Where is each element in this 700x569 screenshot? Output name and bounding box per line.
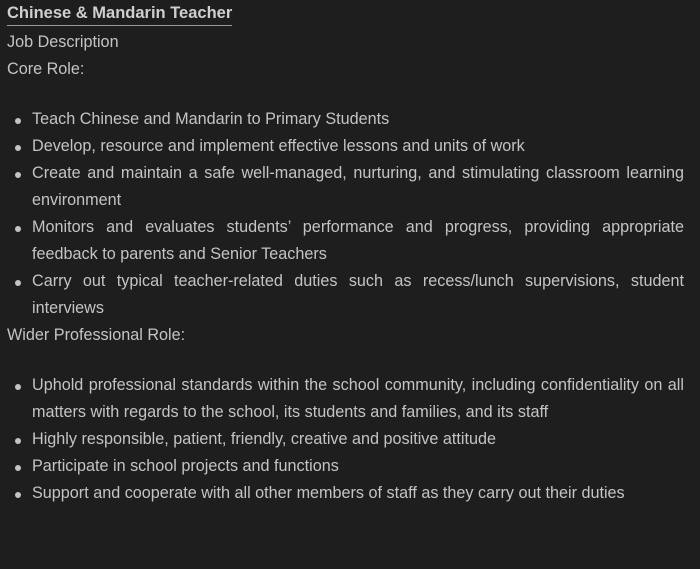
list-item — [7, 133, 684, 160]
list-item-text: Monitors and evaluates students’ performance and progress, providing appropriate feedback to parents and Senior Teachers — [32, 218, 684, 263]
list-item — [7, 480, 684, 507]
page-title: Chinese & Mandarin Teacher — [7, 3, 232, 26]
spacer — [7, 349, 684, 372]
spacer — [7, 83, 684, 106]
wider-role-heading: Wider Professional Role: — [7, 326, 186, 344]
list-item — [7, 160, 684, 214]
list-item-text: Uphold professional standards within the school community, including confidentiality on all matters with regards to the school, its students and families, and its staff — [32, 376, 684, 421]
bullet-icon — [15, 465, 21, 471]
list-item-text: Highly responsible, patient, friendly, creative and positive attitude — [32, 430, 496, 448]
bullet-icon — [15, 280, 21, 286]
bullet-icon — [15, 145, 21, 151]
bullet-icon — [15, 118, 21, 124]
list-item-text: Develop, resource and implement effective lessons and units of work — [32, 137, 525, 155]
title-row — [7, 0, 684, 26]
wider-role-list — [7, 372, 684, 507]
subtitle: Job Description — [7, 33, 119, 51]
list-item-text: Participate in school projects and functions — [32, 457, 339, 475]
list-item — [7, 372, 684, 426]
bullet-icon — [15, 384, 21, 390]
job-description-document — [7, 0, 684, 507]
list-item — [7, 106, 684, 133]
core-role-list — [7, 106, 684, 322]
list-item-text: Teach Chinese and Mandarin to Primary Students — [32, 110, 390, 128]
list-item-text: Support and cooperate with all other members of staff as they carry out their duties — [32, 484, 625, 502]
core-role-heading: Core Role: — [7, 60, 85, 78]
bullet-icon — [15, 172, 21, 178]
list-item — [7, 214, 684, 268]
bullet-icon — [15, 492, 21, 498]
bullet-icon — [15, 226, 21, 232]
list-item-text: Carry out typical teacher-related duties such as recess/lunch supervisions, student interviews — [32, 272, 684, 317]
bullet-icon — [15, 438, 21, 444]
list-item-text: Create and maintain a safe well-managed, nurturing, and stimulating classroom learning environment — [32, 164, 684, 209]
list-item — [7, 453, 684, 480]
list-item — [7, 426, 684, 453]
list-item — [7, 268, 684, 322]
